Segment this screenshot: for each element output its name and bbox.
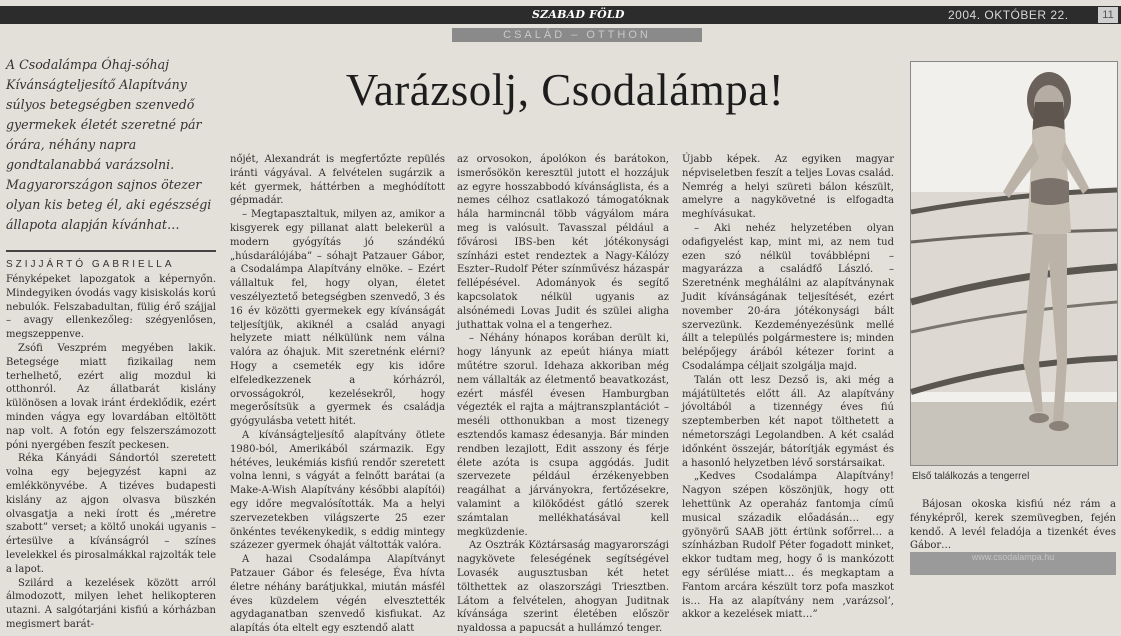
paragraph: Fényképeket lapozgatok a képernyőn. Mindegyiken óvodás vagy kisiskolás korú nebulók. Felszabadultan, fülig érő szájjal – avagy ellenkezőleg: szégyenlősen, megszeppenve. (6, 274, 216, 341)
paragraph: Újabb képek. Az egyiken magyar népviseletben feszít a teljes Lovas család. Nemrég a helyi szüreti bálon készült, amelyre a nagykövetné is elfogadta meghívásukat. (682, 154, 894, 221)
article-headline: Varázsolj, Csodalámpa! (345, 65, 785, 115)
paragraph: Az Osztrák Köztársaság magyarországi nagykövete feleségének segítségével Lovasék augusztusban két hetet tölthettek az olaszországi Triesztben. Látom a felvételen, ahogyan Juditnak kívánsága szerint életében először nyaldossa a papucsát a hullámzó tenger. (457, 540, 669, 635)
article-column-4 (682, 153, 894, 621)
paragraph: Bájosan okoska kisfiú néz rám a fényképről, kerek szemüvegben, fején kendő. A levél feladója a tizenkét éves Gábor… (910, 499, 1116, 552)
paragraph: Zsófi Veszprém megyében lakik. Betegsége miatt fizikailag nem terhelhető, ezért alig mozdul ki otthonról. Az állatbarát kislány különösen a lovak iránt érdeklődik, ezért minden vágya egy lovardában eltöltött nap volt. A fotón egy felszerszámozott póni nyergében feszít peckesen. (6, 342, 216, 451)
info-box-text: www.csodalampa.hu (971, 552, 1055, 562)
paragraph: A kívánságteljesítő alapítvány ötlete 1980-ból, Amerikából származik. Egy hétéves, leukémiás kisfiú rendőr szeretett volna lenni, s vágyát a felnőtt barátai (a Make-A-Wish Alapítvány későbbi alapítói) egy időre megvalósították. Ma a helyi szervezetekben világszerte 25 ezer önkéntes tevékenykedik, s eddig mintegy százezer gyermek óhaját váltották valóra. (230, 429, 445, 552)
paragraph: Talán ott lesz Dezső is, aki még a májátültetés előtt áll. Az alapítvány jóvoltából a tizennégy éves fiú szeptemberben két napot tölthetett a németországi Legolandben. A két család időnként összejár, bátorítják egymást és a hasonló helyzetben lévő sorstársaikat. (682, 374, 894, 469)
article-column-1 (6, 273, 216, 630)
issue-date: 2004. OKTÓBER 22. (948, 8, 1069, 22)
article-column-5 (910, 498, 1116, 552)
info-box (910, 552, 1116, 575)
author-byline: SZIJJÁRTÓ GABRIELLA (6, 250, 216, 270)
page-number: 11 (1098, 7, 1118, 23)
article-column-3 (457, 153, 669, 635)
paragraph: Réka Kányádi Sándortól szeretett volna egy bejegyzést kapni az emlékkönyvébe. A tizéves budapesti kislány az ajgon olvasva büszkén olvasgatja a neki írott és „méretre szabott” verset; a költő unokái ugyanis – értesülve a kívánságról – színes levelekkel és pirosalmákkal rajzolták tele a lapot. (6, 453, 216, 575)
section-label: CSALÁD – OTTHON (452, 28, 702, 42)
newspaper-masthead: SZABAD FÖLD (532, 8, 625, 21)
photo-caption: Első találkozás a tengerrel (912, 471, 1030, 482)
paragraph: – Néhány hónapos korában derült ki, hogy lányunk az epeút hiánya miatt műtétre szorul. Idehaza akkoriban még nem vállalták az életmentő beavatkozást, ezért másfél évesen Hamburgban végezték el rajta a májtranszplantációt – meséli otthonukban a most tizenegy esztendős kamasz édesanyja. Bár minden rendben lezajlott, Edit asszony és férje élete azóta is csupa aggódás. Judit szervezete például érzékenyebben reagálhat a járványokra, fertőzésekre, valamint a kilökődést gátló szerek számtalan mellékhatásával kell megküzdenie. (457, 333, 669, 538)
article-lead: A Csodalámpa Óhaj-sóhaj Kívánságteljesítő Alapítvány súlyos betegségben szenvedő gyermekek életét szeretné pár órára, néhány napra gondtalanabbá varázsolni. Magyarországon sajnos ötezer olyan kis beteg él, aki egészségi állapota alapján kívánhat… (6, 57, 212, 232)
paragraph: „Kedves Csodalámpa Alapítvány! Nagyon szépen köszönjük, hogy ott lehettünk Az operaház fantomja című musical századik előadásán… egy gyönyörű SAAB jött értünk sofőrrel… a színházban Rudolf Péter fogadott minket, ekkor tudtam meg, hogy ő is mankózott egy sérülése miatt… és megkaptam a Fantom arcára készült torz pofa maszkot is… Ha az alapítvány nem ,varázsol’, akkor a kezelések miatt…” (682, 471, 894, 621)
paragraph: – Aki nehéz helyzetében olyan odafigyelést kap, mint mi, az nem tud ezen szó nélkül továbblépni – magyarázza a családfő László. – Szeretnénk meghálálni az alapítványnak Judit kívánságának teljesítését, ezért november 20-ára jótékonysági bált szervezünk. Kezdeményezésünk mellé állt a település polgármestere is; minden belépőjegy árából kétezer forint a Csodalámpa céljait szolgálja majd. (682, 222, 894, 372)
paragraph: A hazai Csodalámpa Alapítványt Patzauer Gábor és felesége, Éva hívta életre néhány barátjukkal, miután másfél éves küzdelem végén elvesztették agydaganatban szenvedő kisfiukat. Az alapítás óta eltelt egy esztendő alatt (230, 554, 445, 635)
paragraph: Szilárd a kezelések között arról álmodozott, milyen lehet helikopteren utazni. A salgótarjáni kisfiú a kórházban megismert barát- (6, 577, 216, 630)
paragraph: az orvosokon, ápolókon és barátokon, ismerősökön keresztül jutott el hozzájuk az egyre hosszabbodó kívánságlista, és a nemes célhoz csatlakozó támogatóknak hála harmincnál több vágyálom mára meg is valósult. Tavasszal például a fővárosi IBS-ben két jótékonysági színházi estet rendeztek a Nagy-Kálózy Eszter–Rudolf Péter színművész házaspár fellépésével. Adományok és segítő kapcsolatok nélkül ugyanis az alsónémedi Lovas Judit és szülei aligha juthattak volna el a tengerhez. (457, 154, 669, 331)
paragraph: nőjét, Alexandrát is megfertőzte repülés iránti vágyával. A felvételen sugárzik a két gyermek, háttérben a meghódított gépmadár. (230, 154, 445, 207)
photo-illustration (911, 62, 1117, 465)
article-column-2 (230, 153, 445, 635)
girl-at-sea-photo (910, 61, 1118, 466)
paragraph: – Megtapasztaltuk, milyen az, amikor a kisgyerek egy pillanat alatt belekerül a modern gyógyítás jó szándékú „húsdarálójába” – sóhajt Patzauer Gábor, a Csodalámpa Alapítvány elnöke. – Ezért vállaltuk fel, hogy olyan, életet veszélyeztető betegségben szenvedő, 3 és 16 év közötti gyermekek egy kívánságát teljesítjük, akiknél a család anyagi helyzete miatt nélkülünk nem válna valóra az óhajuk. Mit szeretnénk elérni? Hogy a csemeték egy kis időre elfeledkezzenek a kórházról, orvosságokról, kezelésekről, hogy megerősítsük a gyermek és családja gyógyulásba vetett hitét. (230, 209, 445, 428)
